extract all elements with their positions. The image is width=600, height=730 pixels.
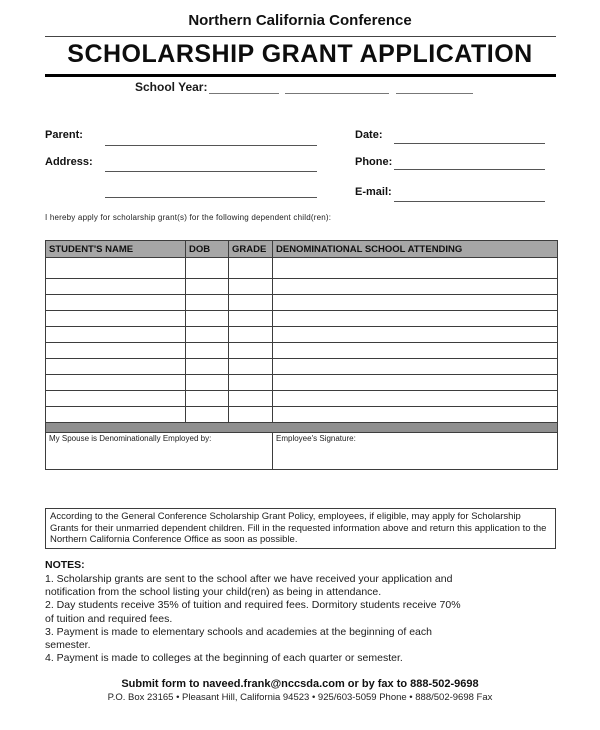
school-year-label: School Year: <box>135 80 208 94</box>
page-title: SCHOLARSHIP GRANT APPLICATION <box>67 40 533 68</box>
phone-field[interactable] <box>394 154 545 170</box>
note-item-4: 4. Payment is made to colleges at the beginning of each quarter or semester. <box>45 652 403 665</box>
student-table-cell[interactable] <box>186 327 229 343</box>
student-table-cell[interactable] <box>273 407 558 423</box>
spouse-signature-row <box>46 433 558 470</box>
student-table-cell[interactable] <box>186 343 229 359</box>
notes-heading: NOTES: <box>45 559 85 571</box>
student-table-cell[interactable] <box>186 279 229 295</box>
student-table <box>45 240 558 470</box>
student-table-row <box>46 279 558 295</box>
student-table-cell[interactable] <box>46 407 186 423</box>
student-table-cell[interactable] <box>229 295 273 311</box>
student-table-body <box>46 258 558 423</box>
student-table-cell[interactable] <box>46 279 186 295</box>
student-table-cell[interactable] <box>273 359 558 375</box>
col-header-student-name: STUDENT'S NAME <box>46 241 186 258</box>
student-table-row <box>46 407 558 423</box>
col-header-school: DENOMINATIONAL SCHOOL ATTENDING <box>273 241 558 258</box>
student-table-cell[interactable] <box>46 258 186 279</box>
school-year-field-2[interactable] <box>285 80 389 94</box>
student-table-cell[interactable] <box>46 327 186 343</box>
student-table-row <box>46 375 558 391</box>
student-table-cell[interactable] <box>229 359 273 375</box>
student-table-cell[interactable] <box>229 407 273 423</box>
student-table-cell[interactable] <box>186 295 229 311</box>
student-table-row <box>46 391 558 407</box>
header-divider-thin <box>45 36 556 37</box>
student-table-cell[interactable] <box>273 327 558 343</box>
student-table-cell[interactable] <box>46 343 186 359</box>
col-header-grade: GRADE <box>229 241 273 258</box>
employee-signature-cell[interactable]: Employee's Signature: <box>273 433 558 470</box>
student-table-cell[interactable] <box>273 375 558 391</box>
student-table-cell[interactable] <box>186 258 229 279</box>
student-table-cell[interactable] <box>273 311 558 327</box>
student-table-row <box>46 343 558 359</box>
student-table-cell[interactable] <box>46 311 186 327</box>
student-table-cell[interactable] <box>46 391 186 407</box>
student-table-cell[interactable] <box>186 407 229 423</box>
student-table-footer <box>46 423 558 470</box>
separator-bar-row <box>46 423 558 433</box>
student-table-cell[interactable] <box>46 375 186 391</box>
student-table-header <box>46 241 558 258</box>
student-table-cell[interactable] <box>229 375 273 391</box>
separator-bar <box>46 423 558 433</box>
spouse-employed-cell[interactable]: My Spouse is Denominationally Employed by: <box>46 433 273 470</box>
student-table-cell[interactable] <box>229 391 273 407</box>
student-table-cell[interactable] <box>229 327 273 343</box>
student-table-cell[interactable] <box>273 295 558 311</box>
parent-field[interactable] <box>105 130 317 146</box>
student-table-row <box>46 327 558 343</box>
student-table-cell[interactable] <box>273 279 558 295</box>
student-table-cell[interactable] <box>46 359 186 375</box>
phone-label: Phone: <box>355 156 393 168</box>
address-field[interactable] <box>105 156 317 172</box>
date-field[interactable] <box>394 128 545 144</box>
student-table-cell[interactable] <box>186 359 229 375</box>
notes-list <box>45 573 469 666</box>
student-table-cell[interactable] <box>186 311 229 327</box>
student-table-cell[interactable] <box>46 295 186 311</box>
student-table-cell[interactable] <box>186 375 229 391</box>
student-table-cell[interactable] <box>229 311 273 327</box>
footer-address-line: P.O. Box 23165 • Pleasant Hill, California 94523 • 925/603-5059 Phone • 888/502-9698 Fax <box>107 692 493 703</box>
student-table-cell[interactable] <box>273 258 558 279</box>
address-field-line2[interactable] <box>105 182 317 198</box>
footer-submit-line: Submit form to naveed.frank@nccsda.com or by fax to 888-502-9698 <box>121 678 479 690</box>
policy-paragraph-box: According to the General Conference Scholarship Grant Policy, employees, if eligible, may apply for Scholarship Grants for their unmarried dependent children. Fill in the requested information above and return this application to the Northern California Conference Office as soon as possible. <box>45 508 556 549</box>
school-year-field-3[interactable] <box>396 80 473 94</box>
student-table-row <box>46 295 558 311</box>
student-table-row <box>46 359 558 375</box>
apply-statement: I hereby apply for scholarship grant(s) for the following dependent child(ren): <box>45 213 332 222</box>
email-label: E-mail: <box>355 186 392 198</box>
school-year-row <box>135 80 473 96</box>
col-header-dob: DOB <box>186 241 229 258</box>
email-field[interactable] <box>394 186 545 202</box>
student-table-row <box>46 258 558 279</box>
student-table-cell[interactable] <box>229 279 273 295</box>
student-table-cell[interactable] <box>273 343 558 359</box>
school-year-field-1[interactable] <box>209 80 279 94</box>
note-item-2: 2. Day students receive 35% of tuition and required fees. Dormitory students receive 70% of tuition and required fees. <box>45 599 461 625</box>
student-table-row <box>46 311 558 327</box>
student-table-cell[interactable] <box>186 391 229 407</box>
date-label: Date: <box>355 129 383 141</box>
student-table-cell[interactable] <box>273 391 558 407</box>
header-divider-thick <box>45 74 556 77</box>
student-table-cell[interactable] <box>229 343 273 359</box>
parent-label: Parent: <box>45 129 83 141</box>
org-name: Northern California Conference <box>188 12 412 29</box>
address-label: Address: <box>45 156 93 168</box>
note-item-1: 1. Scholarship grants are sent to the school after we have received your application and notification from the school listing your child(ren) as being in attendance. <box>45 573 453 599</box>
note-item-3: 3. Payment is made to elementary schools and academies at the beginning of each semester. <box>45 625 432 652</box>
student-table-cell[interactable] <box>229 258 273 279</box>
